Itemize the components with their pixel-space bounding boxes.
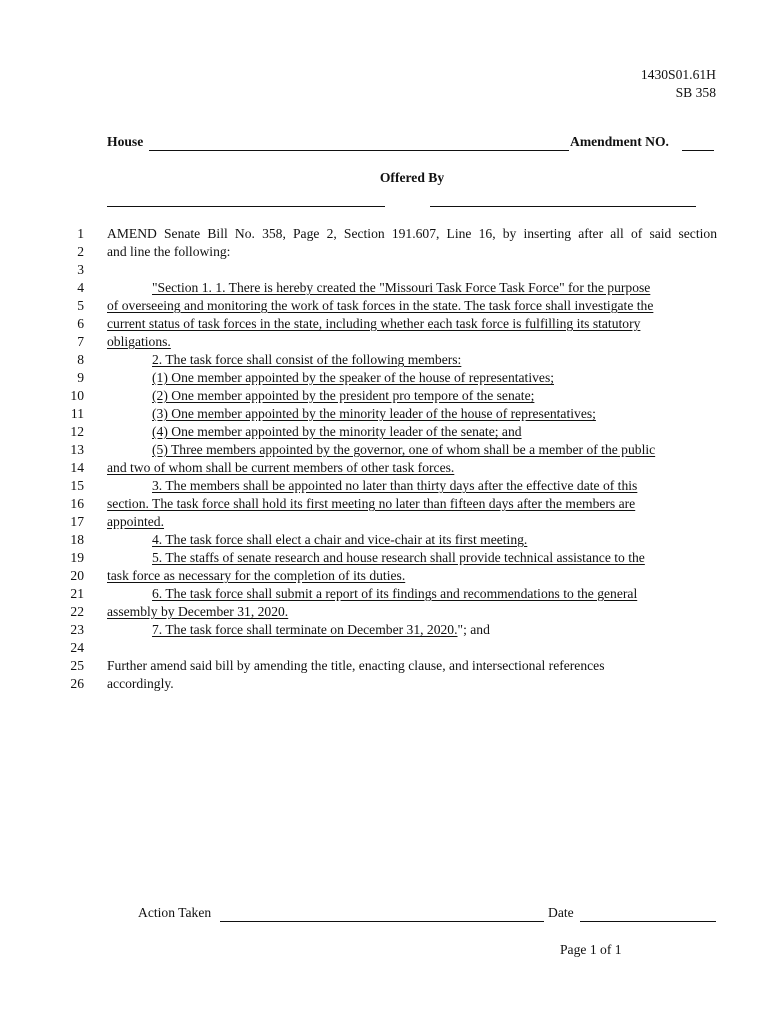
body-line [107, 495, 717, 513]
line-number: 12 [70, 424, 84, 439]
date-blank [580, 907, 716, 922]
body-line: and line the following: [107, 244, 231, 259]
body-line: accordingly. [107, 676, 174, 691]
body-line: AMEND Senate Bill No. 358, Page 2, Section 191.607, Line 16, by inserting after all of said section [107, 226, 717, 241]
inserted-text: 3. The members shall be appointed no later than thirty days after the effective date of this [152, 478, 638, 493]
line-number: 14 [70, 460, 84, 475]
line-number: 20 [70, 568, 84, 583]
line-number: 9 [77, 370, 84, 385]
amendment-number-label: Amendment NO. [570, 134, 669, 149]
line-number: 11 [70, 406, 84, 421]
line-number: 17 [70, 514, 84, 529]
body-line [152, 387, 717, 405]
inserted-text: (5) Three members appointed by the governor, one of whom shall be a member of the public [152, 442, 656, 457]
body-line [152, 585, 717, 603]
offered-by-blank-left [107, 192, 385, 207]
bill-reference: SB 358 [675, 85, 716, 100]
date-label: Date [548, 905, 574, 920]
body-line [152, 279, 717, 297]
line-number: 22 [70, 604, 84, 619]
body-line [107, 603, 717, 621]
line-number: 4 [77, 280, 84, 295]
page-number: Page 1 of 1 [560, 942, 622, 957]
body-line [107, 459, 717, 477]
inserted-text: (4) One member appointed by the minority leader of the senate; and [152, 424, 522, 439]
line-number: 5 [77, 298, 84, 313]
document-code: 1430S01.61H [640, 67, 716, 82]
line-number: 25 [70, 658, 84, 673]
inserted-text: obligations. [107, 334, 171, 349]
inserted-text: current status of task forces in the state, including whether each task force is fulfilling its statutory [107, 316, 641, 331]
body-line [107, 315, 717, 333]
body-line [152, 423, 717, 441]
offered-by-label: Offered By [379, 170, 445, 185]
action-taken-blank [220, 907, 544, 922]
line-number: 6 [77, 316, 84, 331]
inserted-text: section. The task force shall hold its first meeting no later than fifteen days after the members are [107, 496, 636, 511]
body-line [152, 621, 717, 639]
line-number: 15 [70, 478, 84, 493]
body-line [152, 441, 717, 459]
inserted-text: 2. The task force shall consist of the following members: [152, 352, 462, 367]
line-number: 21 [70, 586, 84, 601]
line-number: 24 [70, 640, 84, 655]
body-line [152, 477, 717, 495]
line-number: 13 [70, 442, 84, 457]
line-number: 2 [77, 244, 84, 259]
inserted-text: task force as necessary for the completion of its duties. [107, 568, 406, 583]
body-line [107, 333, 717, 351]
body-line [152, 531, 717, 549]
body-line [152, 369, 717, 387]
amendment-number-blank [682, 136, 714, 151]
inserted-text: 5. The staffs of senate research and house research shall provide technical assistance to the [152, 550, 645, 565]
body-line [152, 405, 717, 423]
line-number: 26 [70, 676, 84, 691]
body-line [107, 297, 717, 315]
closing-quote-and: "; and [457, 622, 490, 637]
line-number: 3 [77, 262, 84, 277]
inserted-text: "Section 1. 1. There is hereby created the "Missouri Task Force Task Force" for the purpose [152, 280, 651, 295]
line-number: 10 [70, 388, 84, 403]
house-blank-line [149, 136, 569, 151]
body-line [152, 549, 717, 567]
inserted-text: of overseeing and monitoring the work of task forces in the state. The task force shall investigate the [107, 298, 654, 313]
inserted-text: 7. The task force shall terminate on December 31, 2020. [152, 622, 458, 637]
line-number: 23 [70, 622, 84, 637]
inserted-text: and two of whom shall be current members of other task forces. [107, 460, 455, 475]
offered-by-blank-right [430, 192, 696, 207]
body-line [107, 567, 717, 585]
line-number: 18 [70, 532, 84, 547]
inserted-text: (1) One member appointed by the speaker of the house of representatives; [152, 370, 555, 385]
line-number: 8 [77, 352, 84, 367]
action-taken-line [138, 905, 718, 927]
inserted-text: assembly by December 31, 2020. [107, 604, 289, 619]
amendment-header-line [107, 134, 717, 154]
inserted-text: (3) One member appointed by the minority leader of the house of representatives; [152, 406, 596, 421]
inserted-text: appointed. [107, 514, 165, 529]
body-line: Further amend said bill by amending the title, enacting clause, and intersectional references [107, 658, 605, 673]
body-line [152, 351, 717, 369]
inserted-text: 6. The task force shall submit a report of its findings and recommendations to the general [152, 586, 638, 601]
body-line [107, 513, 717, 531]
action-taken-label: Action Taken [138, 905, 212, 920]
line-number: 7 [77, 334, 84, 349]
inserted-text: (2) One member appointed by the president pro tempore of the senate; [152, 388, 535, 403]
line-number: 16 [70, 496, 84, 511]
line-number: 1 [77, 226, 84, 241]
house-label: House [107, 134, 144, 149]
line-number: 19 [70, 550, 84, 565]
inserted-text: 4. The task force shall elect a chair and vice-chair at its first meeting. [152, 532, 528, 547]
